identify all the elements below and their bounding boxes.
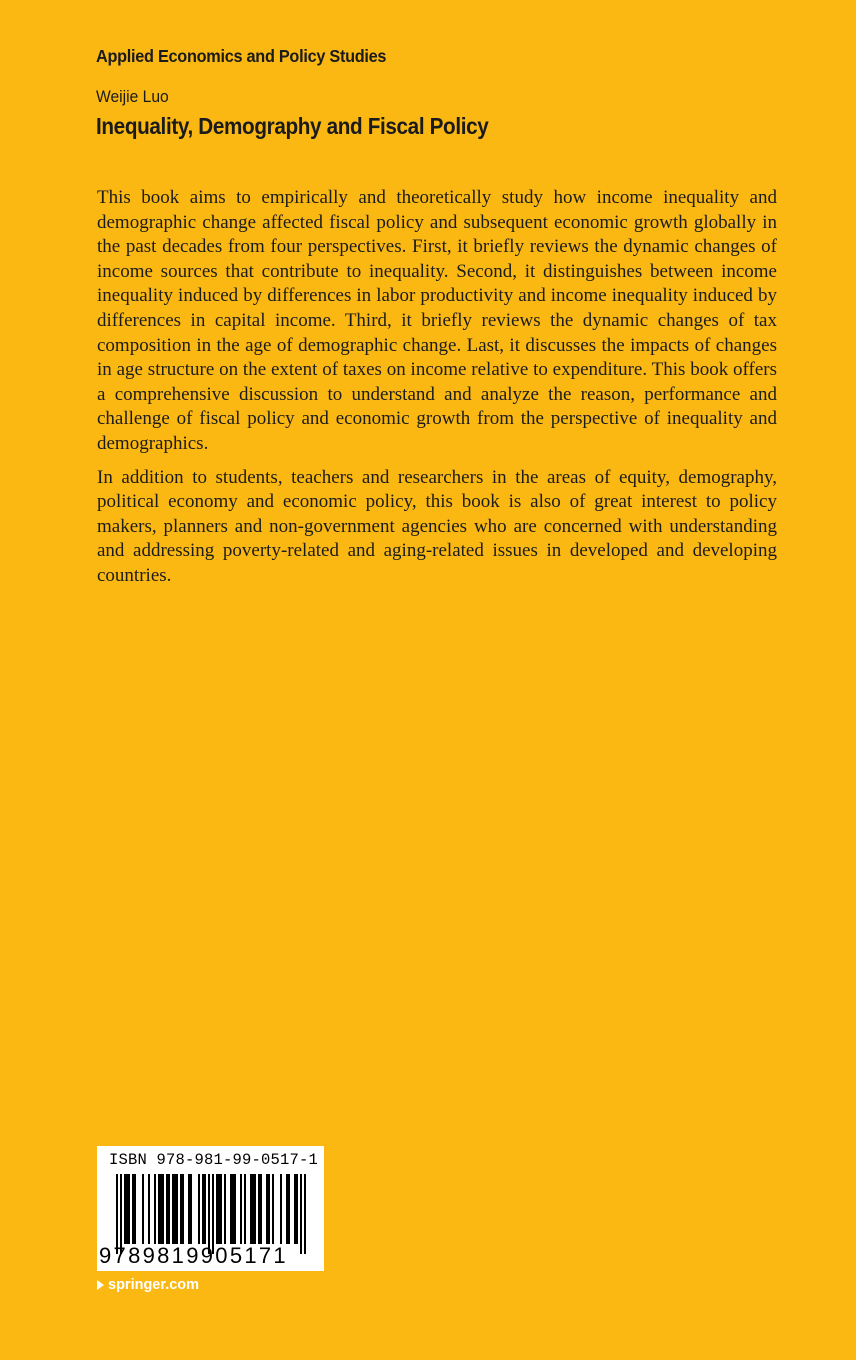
barcode-bar — [294, 1174, 296, 1244]
barcode-bar — [232, 1174, 234, 1244]
barcode-guard-bar — [116, 1174, 118, 1254]
barcode-bar — [286, 1174, 288, 1244]
barcode-bar — [252, 1174, 254, 1244]
barcode-bar — [288, 1174, 290, 1244]
barcode-bar — [128, 1174, 130, 1244]
publisher-link[interactable] — [97, 1277, 199, 1293]
barcode-bar — [266, 1174, 268, 1244]
publisher-link-text: springer.com — [108, 1277, 200, 1293]
barcode-guard-bar — [212, 1174, 214, 1254]
description-paragraph: In addition to students, teachers and researchers in the areas of equity, demography, political economy and economic policy, this book is also of great interest to policy makers, planners and non-government agencies who are concerned with understanding and addressing poverty-related and aging-related issues in developed and developing countries. — [97, 466, 777, 586]
barcode-bar — [202, 1174, 204, 1244]
barcode-bar — [216, 1174, 218, 1244]
barcode-bar — [230, 1174, 232, 1244]
barcode-bar — [134, 1174, 136, 1244]
barcode-bar — [176, 1174, 178, 1244]
barcode-bar — [174, 1174, 176, 1244]
barcode-guard-bar — [300, 1174, 302, 1254]
barcode-bar — [224, 1174, 226, 1244]
barcode-bar — [160, 1174, 162, 1244]
barcode-bar — [258, 1174, 260, 1244]
isbn-barcode — [97, 1146, 324, 1271]
barcode-bar — [198, 1174, 200, 1244]
barcode-bar — [250, 1174, 252, 1244]
barcode-bar — [234, 1174, 236, 1244]
series-title: Applied Economics and Policy Studies — [96, 46, 387, 66]
barcode-bar — [148, 1174, 150, 1244]
barcode-bar — [254, 1174, 256, 1244]
barcode-bar — [240, 1174, 242, 1244]
barcode-bar — [154, 1174, 156, 1244]
description-paragraph: This book aims to empirically and theoretically study how income inequality and demographic change affected fiscal policy and subsequent economic growth globally in the past decades from four perspectives. First, it briefly reviews the dynamic changes of income sources that contribute to inequality. Second, it distinguishes between income inequality induced by differences in labor productivity and income inequality induced by differences in capital income. Third, it briefly reviews the dynamic changes of tax composition in the age of demographic change. Last, it discusses the impacts of changes in age structure on the extent of taxes on income relative to expenditure. This book offers a comprehensive discussion to understand and analyze the reason, performance and challenge of fiscal policy and economic growth from the perspective of inequality and demographics. — [97, 187, 777, 454]
barcode-bar — [218, 1174, 220, 1244]
barcode-bar — [272, 1174, 274, 1244]
barcode-bar — [280, 1174, 282, 1244]
barcode-guard-bar — [120, 1174, 122, 1254]
author-name: Weijie Luo — [96, 87, 169, 106]
barcode-bar — [126, 1174, 128, 1244]
book-description — [97, 186, 777, 598]
barcode-bar — [124, 1174, 126, 1244]
triangle-arrow-icon — [97, 1280, 104, 1290]
barcode-bar — [158, 1174, 160, 1244]
book-title: Inequality, Demography and Fiscal Policy — [96, 113, 489, 139]
barcode-bar — [172, 1174, 174, 1244]
barcode-bar — [268, 1174, 270, 1244]
barcode-bar — [220, 1174, 222, 1244]
barcode-bar — [190, 1174, 192, 1244]
barcode-bar — [132, 1174, 134, 1244]
barcode-bar — [296, 1174, 298, 1244]
barcode-bar — [244, 1174, 246, 1244]
barcode-bar — [204, 1174, 206, 1244]
barcode-bar — [188, 1174, 190, 1244]
barcode-bar — [166, 1174, 168, 1244]
barcode-bar — [182, 1174, 184, 1244]
barcode-digits: 9789819905171 — [99, 1243, 288, 1268]
barcode-guard-bar — [304, 1174, 306, 1254]
barcode-bar — [142, 1174, 144, 1244]
barcode-guard-bar — [208, 1174, 210, 1254]
barcode-bar — [260, 1174, 262, 1244]
barcode-bar — [162, 1174, 164, 1244]
barcode-bar — [180, 1174, 182, 1244]
isbn-label: ISBN 978-981-99-0517-1 — [109, 1151, 319, 1169]
barcode-bar — [168, 1174, 170, 1244]
